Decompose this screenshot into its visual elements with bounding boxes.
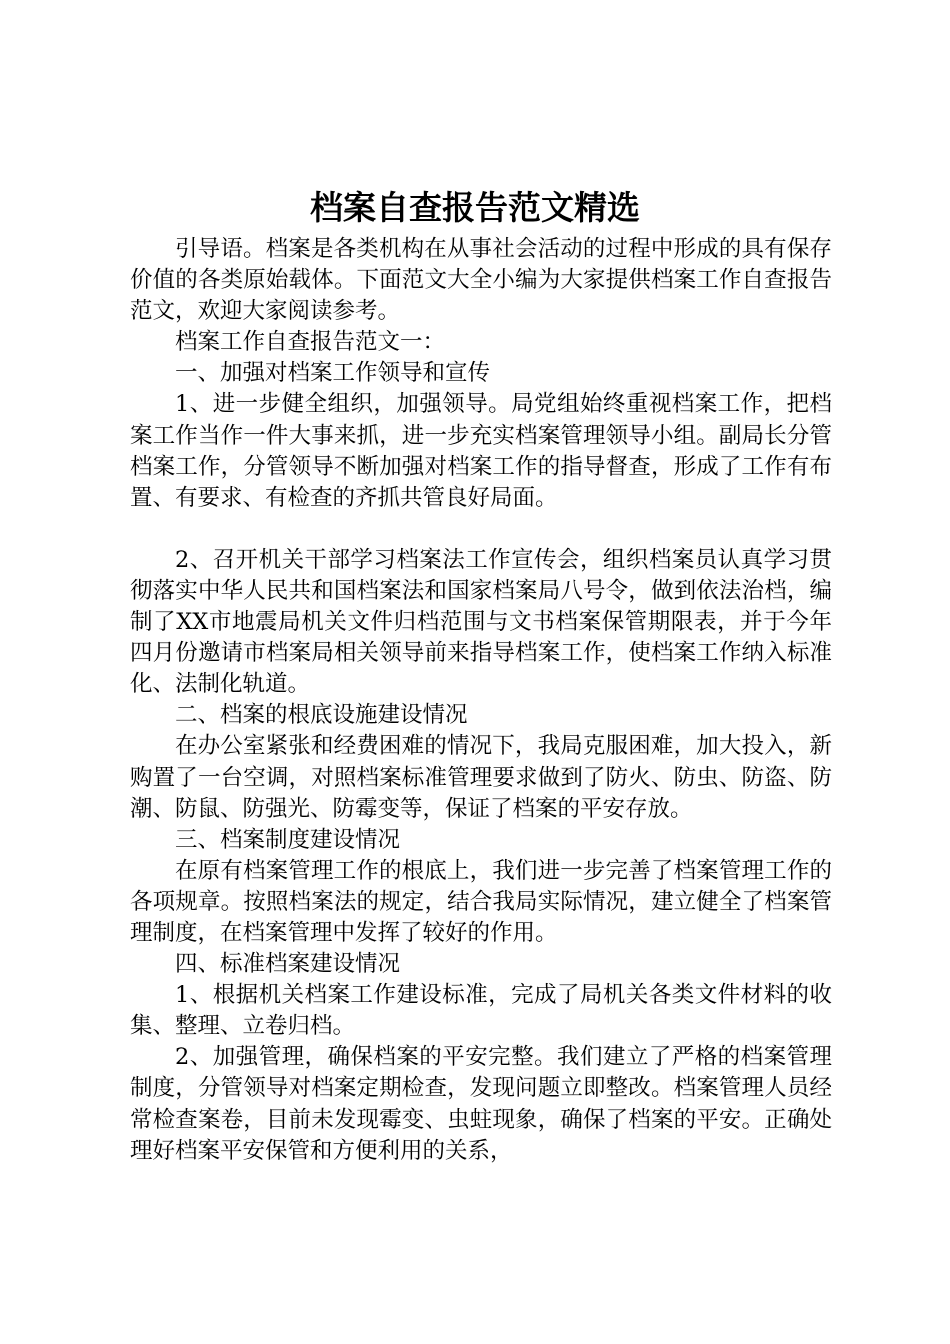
- document-body: [130, 234, 832, 1167]
- paragraph-3: 在原有档案管理工作的根底上，我们进一步完善了档案管理工作的各项规章。按照档案法的规定，结合我局实际情况，建立健全了档案管理制度，在档案管理中发挥了较好的作用。: [130, 857, 832, 946]
- document-title: 档案自查报告范文精选: [310, 188, 640, 227]
- sample-heading: 档案工作自查报告范文一：: [175, 329, 446, 356]
- paragraph-4-2: 2、加强管理，确保档案的平安完整。我们建立了严格的档案管理制度，分管领导对档案定期检查，发现问题立即整改。档案管理人员经常检查案卷，目前未发现霉变、虫蛀现象，确保了档案的平安。正确处理好档案平安保管和方便利用的关系，: [130, 1044, 832, 1164]
- paragraph-4-1: 1、根据机关档案工作建设标准，完成了局机关各类文件材料的收集、整理、立卷归档。: [130, 982, 832, 1040]
- section-heading-4: 四、标准档案建设情况: [175, 951, 401, 978]
- intro-paragraph: 引导语。档案是各类机构在从事社会活动的过程中形成的具有保存价值的各类原始载体。下面范文大全小编为大家提供档案工作自查报告范文，欢迎大家阅读参考。: [130, 236, 832, 325]
- paragraph-1-2: 2、召开机关干部学习档案法工作宣传会，组织档案员认真学习贯彻落实中华人民共和国档案法和国家档案局八号令，做到依法治档，编制了XX市地震局机关文件归档范围与文书档案保管期限表，并于今年四月份邀请市档案局相关领导前来指导档案工作，使档案工作纳入标准化、法制化轨道。: [130, 546, 832, 698]
- section-heading-1: 一、加强对档案工作领导和宣传: [175, 360, 491, 387]
- paragraph-1-1: 1、进一步健全组织，加强领导。局党组始终重视档案工作，把档案工作当作一件大事来抓，进一步充实档案管理领导小组。副局长分管档案工作，分管领导不断加强对档案工作的指导督查，形成了工作有布置、有要求、有检查的齐抓共管良好局面。: [130, 391, 832, 511]
- section-heading-3: 三、档案制度建设情况: [175, 826, 401, 853]
- paragraph-2: 在办公室紧张和经费困难的情况下，我局克服困难，加大投入，新购置了一台空调，对照档案标准管理要求做到了防火、防虫、防盗、防潮、防鼠、防强光、防霉变等，保证了档案的平安存放。: [130, 733, 832, 822]
- section-heading-2: 二、档案的根底设施建设情况: [175, 702, 468, 729]
